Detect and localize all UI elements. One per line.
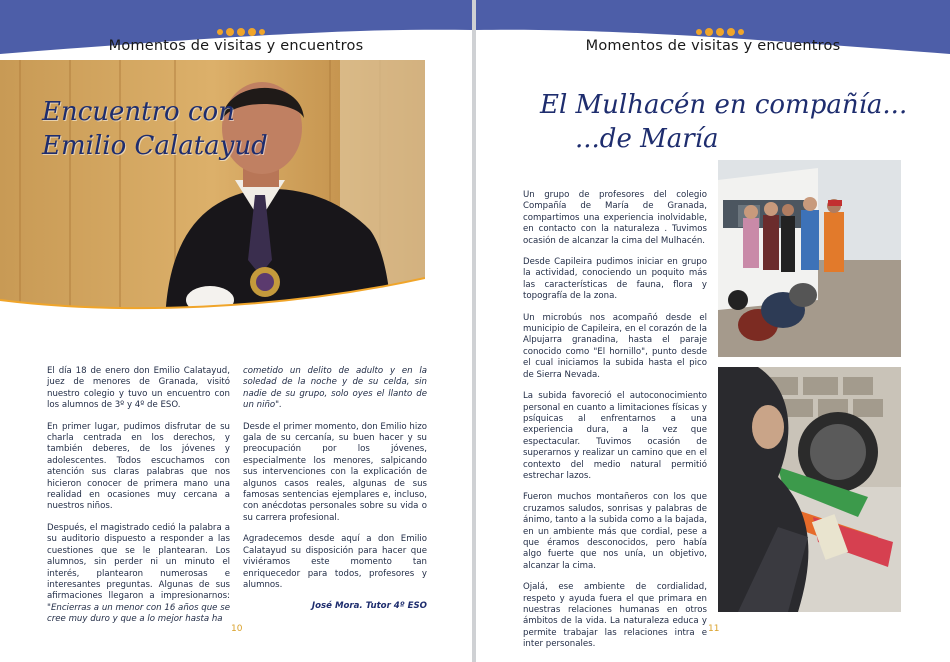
paragraph-text: Después, el magistrado cedió la palabra a su auditorio dispuesto a responder a las cuestiones que se le plantearan. Los alumnos, sin perder ni un minuto el interés, plantearon numerosas e interesantes preguntas. Algunas de sus afirmaciones llegaron a impresionarnos:	[47, 522, 230, 602]
author-signature: José Mora. Tutor 4º ESO	[311, 601, 427, 612]
group-photo	[718, 160, 901, 357]
header-dots	[217, 29, 265, 36]
left-column-2	[243, 366, 427, 613]
quote-continuation	[243, 366, 427, 412]
paragraph: Desde Capileira pudimos iniciar en grupo la actividad, conociendo un poquito más las características de fauna, flora y topografía de la zona.	[523, 257, 707, 302]
paragraph: Desde el primer momento, don Emilio hizo gala de su cercanía, su buen hacer y su preocupación por los jóvenes, especialmente los menores, salpicando sus intervenciones con la explicación de algunos casos reales, algunas de sus famosas sentencias ejemplares e, incluso, con anécdotas personales sobre su vida o su carrera profesional.	[243, 421, 427, 523]
paragraph: La subida favoreció el autoconocimiento personal en cuanto a limitaciones físicas y psíquicas al enfrentarnos a una experiencia dura, a la vez que espectacular. Tuvimos ocasión de superarnos y realizar un camino que en el contexto del medio natural permitió estrechar lazos.	[523, 391, 707, 481]
right-column	[523, 190, 707, 661]
article-title	[42, 95, 268, 163]
quote-text: "Encierras a un menor con 16 años que se cree muy duro y que a lo mejor hasta ha	[47, 602, 230, 625]
paragraph: En primer lugar, pudimos disfrutar de su charla centrada en los derechos, y también deberes, de los jóvenes y adolescentes. Todos escuchamos con atención sus claras palabras que nos hicieron conocer de primera mano una realidad en ocasiones muy cercana a nuestros niños.	[47, 421, 230, 512]
section-title: Momentos de visitas y encuentros	[108, 38, 364, 54]
left-page	[0, 0, 472, 662]
paragraph: Fueron muchos montañeros con los que cruzamos saludos, sonrisas y palabras de ánimo, tanto a la subida como a la bajada, en un ambiente más que cordial, pese a que éramos desconocidos, pero había algo fuerte que nos unía, un objetivo, alcanzar la cima.	[523, 492, 707, 571]
summit-photo	[718, 367, 901, 612]
paragraph: Un microbús nos acompañó desde el municipio de Capileira, en el corazón de la Alpujarra granadina, hasta el paraje conocido como "El hornillo", punto desde el cual iniciamos la subida hasta el pico de Sierra Nevada.	[523, 312, 707, 380]
paragraph: Ojalá, ese ambiente de cordialidad, respeto y ayuda fuera el que primara en nuestras relaciones humanas en otros ámbitos de la vida. La naturaleza educa y permite trabajar las relaciones intra e inter personales.	[523, 582, 707, 650]
section-title: Momentos de visitas y encuentros	[585, 38, 841, 54]
article-title-line2: ...de María	[575, 124, 719, 154]
quote-text: cometido un delito de adulto y en la soledad de la noche y de su celda, sin nadie de su grupo, solo oyes el llanto de un niño".	[243, 366, 427, 411]
left-column-1	[47, 366, 230, 636]
header-dots	[696, 29, 744, 36]
right-page	[476, 0, 950, 662]
article-title-line1: Encuentro con	[42, 97, 235, 127]
paragraph: El día 18 de enero don Emilio Calatayud, juez de menores de Granada, visitó nuestro colegio y tuvo un encuentro con los alumnos de 3º y 4º de ESO.	[47, 366, 230, 411]
article-title-line1: El Mulhacén en compañía...	[540, 90, 908, 120]
page-number: 10	[231, 624, 243, 634]
page-number: 11	[708, 624, 720, 634]
article-title-line2: Emilio Calatayud	[42, 131, 268, 161]
paragraph	[47, 523, 230, 626]
paragraph: Agradecemos desde aquí a don Emilio Calatayud su disposición para hacer que viviéramos este momento tan enriquecedor para todos, profesores y alumnos.	[243, 534, 427, 590]
paragraph: Un grupo de profesores del colegio Compañía de María de Granada, compartimos una experiencia inolvidable, en contacto con la naturaleza . Tuvimos ocasión de alcanzar la cima del Mulhacén.	[523, 190, 707, 246]
